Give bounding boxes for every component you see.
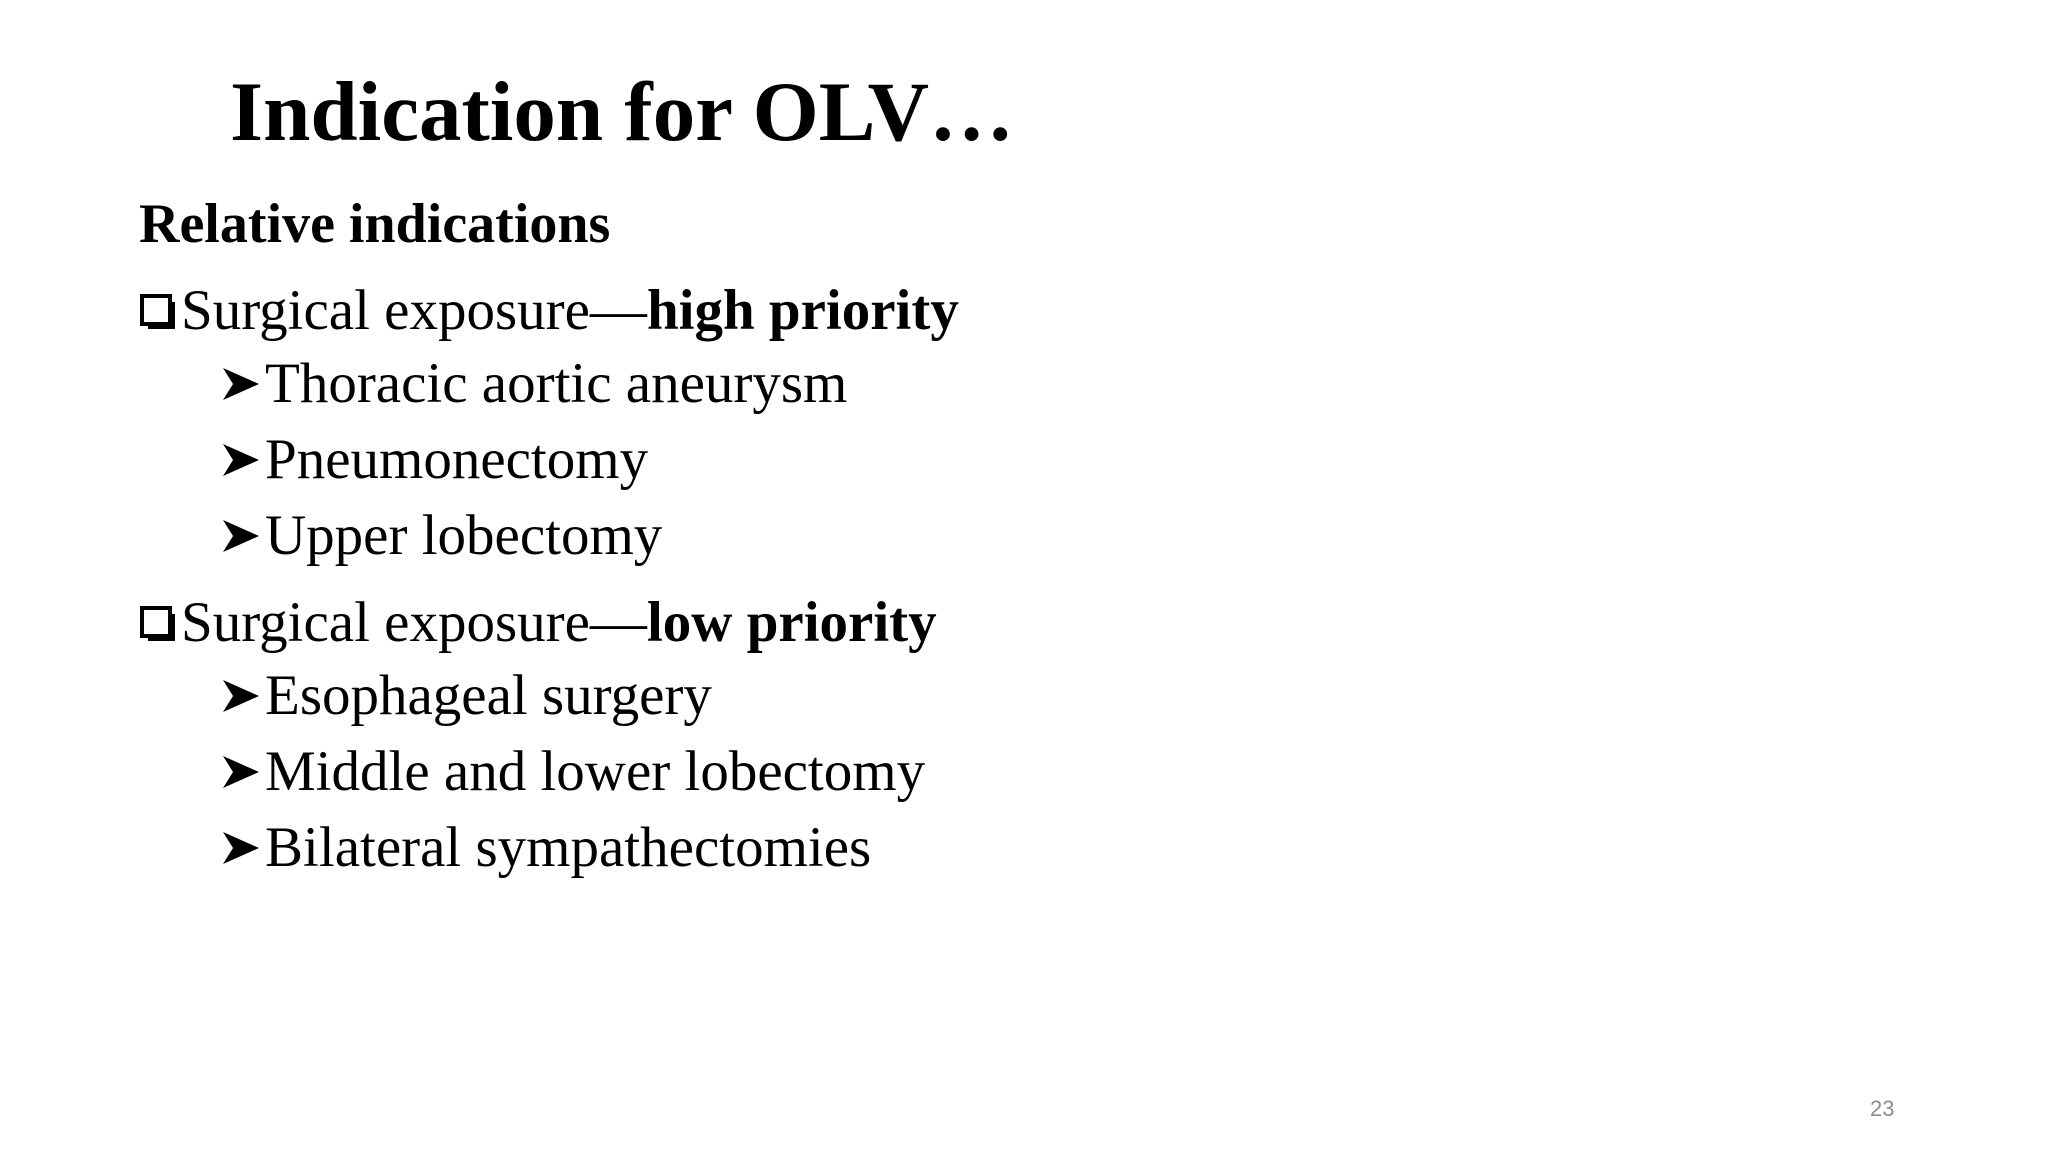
sub-item <box>139 498 1839 574</box>
bullet-head-prefix: Surgical exposure— <box>181 591 647 654</box>
sub-item <box>139 810 1839 886</box>
page-number: 23 <box>1870 1096 1895 1121</box>
sub-item <box>139 658 1839 734</box>
slide-title: Indication for OLV… <box>230 65 1015 159</box>
sub-item <box>139 346 1839 422</box>
sub-item <box>139 734 1839 810</box>
bullet-head <box>139 588 1839 658</box>
bullet-group-low-priority <box>139 588 1839 886</box>
arrowhead-right-icon <box>219 362 263 406</box>
slide-subtitle: Relative indications <box>139 193 611 255</box>
bullet-head-prefix: Surgical exposure— <box>181 279 647 342</box>
arrowhead-right-icon <box>219 514 263 558</box>
arrowhead-right-icon <box>219 438 263 482</box>
bullet-group-high-priority <box>139 276 1839 574</box>
sub-item-text: Esophageal surgery <box>265 664 712 727</box>
arrowhead-right-icon <box>219 674 263 718</box>
sub-item-text: Thoracic aortic aneurysm <box>265 352 848 415</box>
checkbox-square-icon <box>139 605 179 645</box>
sub-item-text: Pneumonectomy <box>265 428 649 491</box>
bullet-list <box>139 276 1839 900</box>
arrowhead-right-icon <box>219 826 263 870</box>
sub-item-text: Upper lobectomy <box>265 504 663 567</box>
sub-item-text: Middle and lower lobectomy <box>265 740 926 803</box>
sub-item <box>139 422 1839 498</box>
bullet-head <box>139 276 1839 346</box>
sub-item-text: Bilateral sympathectomies <box>265 816 872 879</box>
bullet-head-emphasis: low priority <box>646 591 937 654</box>
checkbox-square-icon <box>139 293 179 333</box>
bullet-head-emphasis: high priority <box>646 279 959 342</box>
arrowhead-right-icon <box>219 750 263 794</box>
